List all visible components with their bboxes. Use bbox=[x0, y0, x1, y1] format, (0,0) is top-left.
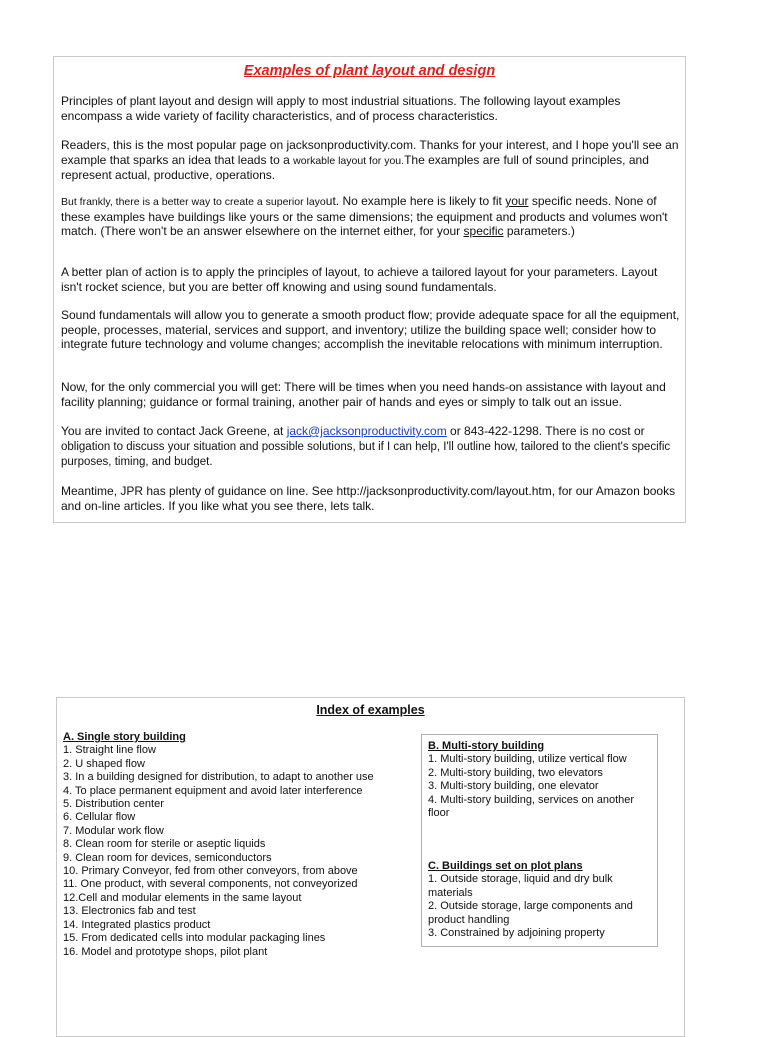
section-a-item[interactable]: 6. Cellular flow bbox=[63, 811, 136, 824]
section-a-item[interactable]: 11. One product, with several components, not conveyorized bbox=[63, 878, 358, 891]
page-title: Examples of plant layout and design bbox=[243, 63, 496, 79]
section-a-item[interactable]: 16. Model and prototype shops, pilot plant bbox=[63, 945, 268, 958]
readers-text-2: The examples are full of sound principles, and represent actual, productive, operations. bbox=[61, 152, 649, 183]
section-b-item[interactable]: 1. Multi-story building, utilize vertical flow bbox=[428, 753, 627, 766]
contact-text-3: obligation to discuss your situation and possible solutions, but if I can help, I'll outline how, tailored to the client's specific purposes, timing, and budget. bbox=[61, 440, 671, 469]
paragraph-better-plan: A better plan of action is to apply the principles of layout, to achieve a tailored layout for your parameters. Layout isn't rocket science, but you are better off knowing and using sound fundamentals. bbox=[61, 265, 658, 294]
section-a-item[interactable]: 1. Straight line flow bbox=[63, 744, 156, 757]
section-a-item[interactable]: 8. Clean room for sterile or aseptic liquids bbox=[63, 838, 266, 851]
paragraph-meantime: Meantime, JPR has plenty of guidance on line. See http://jacksonproductivity.com/layout.htm, for our Amazon books and on-line articles. If you like what you see there, lets talk. bbox=[61, 484, 676, 513]
section-a bbox=[63, 731, 413, 959]
section-a-item[interactable]: 14. Integrated plastics product bbox=[63, 918, 211, 931]
section-b-item[interactable]: 2. Multi-story building, two elevators bbox=[428, 766, 603, 779]
contact-text-2: or 843-422-1298. There is no cost or bbox=[446, 424, 645, 438]
section-a-item[interactable]: 7. Modular work flow bbox=[63, 824, 164, 837]
section-c bbox=[428, 860, 653, 940]
frankly-text-3: parameters.) bbox=[503, 224, 575, 239]
paragraph-fundamentals: Sound fundamentals will allow you to generate a smooth product flow; provide adequate space for all the equipment, people, processes, material, services and support, and inventory; utilize the building space well; consider how to integrate future technology and volume changes; accomplish the inevitable relocations with minimum interruption. bbox=[61, 308, 680, 352]
email-link[interactable]: jack@jacksonproductivity.com bbox=[286, 424, 447, 438]
frankly-small-text: But frankly, there is a better way to create a superior layo bbox=[61, 196, 326, 208]
readers-small-text: workable layout for you. bbox=[293, 154, 405, 167]
section-c-list bbox=[428, 873, 653, 940]
section-b-list bbox=[428, 753, 653, 820]
paragraph-frankly bbox=[61, 194, 681, 239]
underlined-your: your bbox=[505, 194, 529, 208]
section-a-item[interactable]: 15. From dedicated cells into modular packaging lines bbox=[63, 932, 326, 945]
section-a-item[interactable]: 13. Electronics fab and test bbox=[63, 905, 196, 918]
section-b bbox=[428, 740, 653, 820]
index-title: Index of examples bbox=[316, 703, 425, 717]
section-c-item[interactable]: 1. Outside storage, liquid and dry bulk materials bbox=[428, 873, 613, 899]
section-a-item[interactable]: 2. U shaped flow bbox=[63, 757, 145, 770]
frankly-text-2: specific needs. None of these examples have buildings like yours or the same dimensions; the equipment and products and volumes won't match. (There won't be an answer elsewhere on the internet either, for your bbox=[61, 194, 668, 239]
section-a-heading[interactable]: A. Single story building bbox=[63, 731, 186, 743]
section-a-item[interactable]: 12.Cell and modular elements in the same layout bbox=[63, 891, 302, 904]
section-b-item[interactable]: 4. Multi-story building, services on another floor bbox=[428, 793, 635, 820]
section-a-item[interactable]: 3. In a building designed for distribution, to adapt to another use bbox=[63, 771, 374, 784]
section-c-item[interactable]: 2. Outside storage, large components and product handling bbox=[428, 900, 633, 926]
section-b-heading[interactable]: B. Multi-story building bbox=[428, 740, 545, 752]
section-b-c-box bbox=[421, 734, 658, 947]
frankly-text: ut. No example here is likely to fit bbox=[325, 194, 506, 208]
section-a-item[interactable]: 10. Primary Conveyor, fed from other conveyors, from above bbox=[63, 865, 358, 878]
section-a-item[interactable]: 5. Distribution center bbox=[63, 798, 164, 811]
paragraph-readers bbox=[61, 138, 681, 183]
index-box bbox=[56, 697, 685, 1037]
paragraph-commercial: Now, for the only commercial you will get: There will be times when you need hands-on assistance with layout and facility planning; guidance or formal training, another pair of hands and eyes or simply to talk out an issue. bbox=[61, 380, 666, 409]
section-b-item[interactable]: 3. Multi-story building, one elevator bbox=[428, 780, 599, 793]
section-a-item[interactable]: 4. To place permanent equipment and avoid later interference bbox=[63, 784, 363, 797]
paragraph-principles: Principles of plant layout and design will apply to most industrial situations. The following layout examples encompass a wide variety of facility characteristics, and of process characteristics. bbox=[61, 94, 621, 123]
section-c-item[interactable]: 3. Constrained by adjoining property bbox=[428, 927, 605, 940]
section-c-heading[interactable]: C. Buildings set on plot plans bbox=[428, 860, 583, 872]
contact-text: You are invited to contact Jack Greene, at bbox=[61, 424, 287, 438]
underlined-specific: specific bbox=[463, 224, 504, 239]
paragraph-contact bbox=[61, 424, 681, 470]
readers-text: Readers, this is the most popular page on jacksonproductivity.com. Thanks for your interest, and I hope you'll see an example that sparks an idea that leads to a bbox=[61, 138, 679, 167]
section-a-item[interactable]: 9. Clean room for devices, semiconductors bbox=[63, 851, 272, 864]
intro-box bbox=[53, 56, 686, 523]
section-a-list bbox=[63, 744, 413, 959]
